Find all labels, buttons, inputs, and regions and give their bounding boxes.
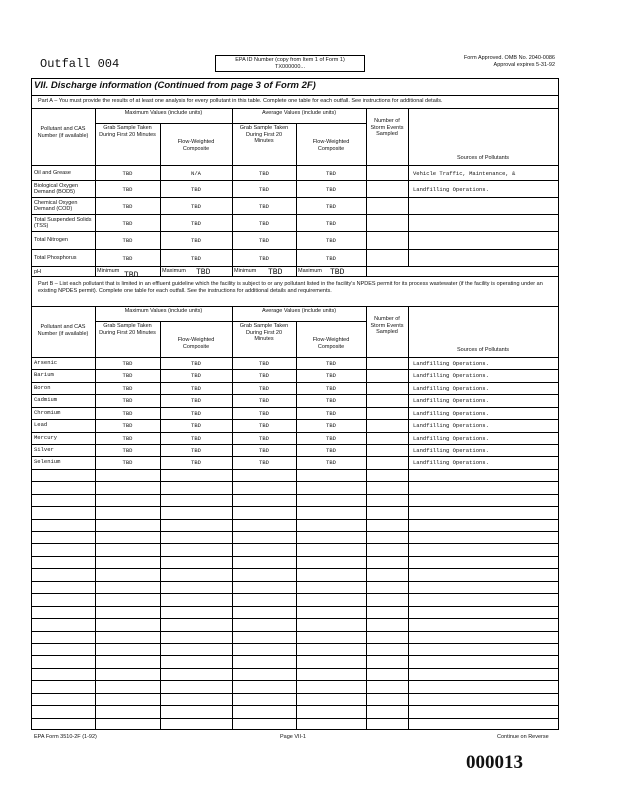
part-b-value-cell: TBD (259, 397, 269, 404)
part-b-row-rule (31, 718, 558, 719)
part-b-row-rule (31, 494, 558, 495)
part-a-max-values-header: Maximum Values (include units) (124, 110, 203, 116)
grid-vline (160, 214, 161, 231)
grid-vline (160, 197, 161, 214)
part-b-source-text: Landfilling Operations. (413, 447, 489, 454)
grid-vline (232, 180, 233, 197)
outfall-label: Outfall 004 (40, 57, 120, 71)
section-title: VII. Discharge information (Continued from page 3 of Form 2F) (34, 80, 316, 91)
part-b-row-rule (31, 581, 558, 582)
part-b-pollutant-name: Barium (34, 371, 54, 378)
part-b-row-rule (31, 444, 558, 445)
part-a-value-cell: TBD (326, 237, 336, 244)
approval-expires-text: Approval expires 5-31-92 (493, 62, 555, 68)
part-b-row-rule (31, 519, 558, 520)
grid-vline (232, 231, 233, 249)
part-b-row-rule (31, 606, 558, 607)
part-b-row-rule (31, 693, 558, 694)
part-a-pollutant-name: Chemical Oxygen Demand (COD) (34, 199, 78, 212)
part-a-avg-values-header: Average Values (include units) (261, 110, 337, 116)
part-b-value-cell: TBD (191, 422, 201, 429)
part-a-pollutant-name: Total Phosphorus (34, 254, 77, 261)
part-a-value-cell: TBD (191, 254, 201, 262)
part-a-sources-header: Sources of Pollutants (457, 155, 509, 161)
part-b-value-cell: TBD (326, 397, 336, 404)
part-a-number-header: Number of Storm Events Sampled (370, 118, 404, 137)
part-b-instructions: Part B – List each pollutant that is limited in an effluent guideline which the facility is subject to or any pollutant listed in the facility's NPDES permit for its process wastewater (if the facility is operating under an existing NPDES permit). Complete one table for each outfall. See the instructions for additional details and requirements. (38, 281, 543, 294)
part-b-value-cell: TBD (326, 447, 336, 454)
part-a-value-cell: TBD (326, 202, 336, 210)
part-a-value-cell: TBD (122, 237, 133, 244)
grid-vline (366, 108, 367, 165)
part-b-value-cell: TBD (122, 410, 133, 417)
part-b-source-text: Landfilling Operations. (413, 459, 489, 466)
part-b-row-rule (31, 369, 558, 370)
part-b-pollutant-name: Boron (34, 384, 51, 391)
grid-vline (296, 266, 297, 276)
part-b-row-rule (31, 456, 558, 457)
part-b-pollutant-name: Selenium (34, 458, 61, 465)
part-a-pollutant-header: Pollutant and CAS Number (if available) (37, 126, 89, 139)
part-b-row-rule (31, 668, 558, 669)
section-title-rule (31, 95, 558, 96)
ph-max-value-2: TBD (330, 268, 345, 277)
part-b-value-cell: TBD (191, 372, 201, 379)
part-b-column-rule (296, 357, 297, 730)
grid-hline (31, 306, 558, 307)
part-a-pollutant-name: Oil and Grease (34, 169, 71, 176)
part-b-value-cell: TBD (122, 397, 133, 404)
part-b-source-text: Landfilling Operations. (413, 360, 489, 367)
part-b-value-cell: TBD (259, 385, 269, 392)
ph-max-label-1: Maximum (162, 268, 186, 274)
grid-vline (160, 231, 161, 249)
grid-vline (95, 180, 96, 197)
page-number: Page VII-1 (280, 734, 306, 740)
part-a-instructions: Part A – You must provide the results of at least one analysis for every pollutant in this table. Complete one table for each outfall. See instructions for additional details. (38, 98, 443, 104)
part-b-value-cell: TBD (259, 372, 269, 379)
part-a-value-cell: TBD (122, 202, 133, 210)
part-b-value-cell: TBD (326, 422, 336, 429)
part-b-row-rule (31, 481, 558, 482)
part-b-value-cell: TBD (326, 435, 336, 442)
grid-vline (408, 165, 409, 180)
part-b-column-rule (232, 357, 233, 730)
grid-vline (95, 197, 96, 214)
ph-min-value-2: TBD (268, 268, 283, 277)
ph-row-rule (31, 276, 558, 277)
part-a-value-cell: TBD (259, 169, 269, 177)
grid-vline (160, 123, 161, 165)
grid-vline (296, 180, 297, 197)
part-a-value-cell: TBD (326, 169, 336, 177)
grid-vline (95, 108, 96, 165)
part-a-max-flow-header: Flow-Weighted Composite (177, 139, 215, 152)
part-b-pollutant-name: Silver (34, 446, 54, 453)
part-a-pollutant-name: Total Suspended Solids (TSS) (34, 216, 92, 229)
grid-vline (408, 231, 409, 249)
part-b-row-rule (31, 469, 558, 470)
part-b-value-cell: TBD (191, 385, 201, 392)
part-b-row-rule (31, 419, 558, 420)
grid-vline (408, 180, 409, 197)
part-b-source-text: Landfilling Operations. (413, 372, 489, 379)
part-b-pollutant-name: Chromium (34, 409, 61, 416)
part-b-column-rule (366, 357, 367, 730)
part-b-row-rule (31, 631, 558, 632)
grid-vline (366, 231, 367, 249)
part-b-value-cell: TBD (191, 447, 201, 454)
part-b-value-cell: TBD (326, 410, 336, 417)
form-number: EPA Form 3510-2F (1-92) (34, 734, 97, 740)
part-b-row-rule (31, 655, 558, 656)
part-b-pollutant-name: Mercury (34, 434, 58, 441)
part-b-value-cell: TBD (259, 360, 269, 367)
part-b-source-text: Landfilling Operations. (413, 385, 489, 392)
part-a-value-cell: TBD (122, 254, 133, 262)
grid-vline (232, 214, 233, 231)
ph-label: pH (34, 269, 42, 275)
part-a-value-cell: TBD (326, 185, 336, 193)
part-a-value-cell: N/A (191, 169, 201, 177)
form-approved-text: Form Approved. OMB No. 2040-0086 (463, 55, 555, 61)
grid-hline (31, 165, 558, 166)
part-b-column-rule (408, 357, 409, 730)
part-a-value-cell: TBD (191, 237, 201, 244)
grid-hline (31, 357, 558, 358)
part-b-value-cell: TBD (122, 385, 133, 392)
grid-hline (95, 321, 366, 322)
part-b-value-cell: TBD (191, 360, 201, 367)
part-a-value-cell: TBD (122, 219, 133, 227)
continue-note: Continue on Reverse (497, 734, 549, 740)
part-a-value-cell: TBD (259, 237, 269, 244)
part-b-row-rule (31, 394, 558, 395)
epa-id-label: EPA ID Number (copy from Item 1 of Form 1) (235, 57, 345, 63)
part-b-source-text: Landfilling Operations. (413, 422, 489, 429)
part-b-row-rule (31, 556, 558, 557)
grid-vline (366, 249, 367, 266)
grid-vline (296, 123, 297, 165)
grid-vline (296, 214, 297, 231)
part-b-row-rule (31, 643, 558, 644)
part-b-source-text: Landfilling Operations. (413, 397, 489, 404)
part-a-value-cell: TBD (191, 202, 201, 210)
grid-vline (296, 321, 297, 357)
part-b-value-cell: TBD (259, 447, 269, 454)
grid-hline (31, 108, 558, 109)
epa-id-value: TX000000... (275, 64, 305, 70)
part-b-value-cell: TBD (191, 410, 201, 417)
part-b-avg-flow-header: Flow-Weighted Composite (312, 337, 350, 350)
part-a-value-cell: TBD (259, 219, 269, 227)
bates-number: 000013 (466, 752, 523, 773)
part-b-row-rule (31, 506, 558, 507)
part-b-value-cell: TBD (326, 372, 336, 379)
part-a-value-cell: TBD (122, 185, 133, 193)
grid-vline (95, 249, 96, 266)
grid-vline (232, 108, 233, 165)
part-b-value-cell: TBD (191, 435, 201, 442)
part-a-source-text: Landfilling Operations. (413, 185, 489, 193)
part-b-pollutant-header: Pollutant and CAS Number (if available) (37, 324, 89, 337)
part-b-pollutant-name: Lead (34, 421, 48, 428)
grid-vline (232, 266, 233, 276)
grid-vline (95, 266, 96, 276)
grid-vline (160, 180, 161, 197)
grid-hline (95, 123, 366, 124)
part-b-value-cell: TBD (122, 360, 133, 367)
ph-max-label-2: Maximum (298, 268, 322, 274)
part-a-value-cell: TBD (259, 185, 269, 193)
part-b-max-grab-header: Grab Sample Taken During First 20 Minutes (99, 323, 156, 336)
part-a-pollutant-name: Biological Oxygen Demand (BOD5) (34, 182, 79, 195)
part-b-value-cell: TBD (122, 447, 133, 454)
ph-min-value-1: TBD (124, 271, 139, 280)
part-a-value-cell: TBD (259, 254, 269, 262)
part-b-row-rule (31, 705, 558, 706)
part-a-row-rule (31, 180, 558, 181)
part-a-row-rule (31, 197, 558, 198)
grid-vline (366, 165, 367, 180)
part-b-avg-grab-header: Grab Sample Taken During First 20 Minutes (239, 323, 289, 342)
part-b-row-rule (31, 680, 558, 681)
grid-vline (296, 197, 297, 214)
part-a-value-cell: TBD (326, 254, 336, 262)
part-b-value-cell: TBD (122, 435, 133, 442)
part-b-row-rule (31, 568, 558, 569)
grid-vline (95, 165, 96, 180)
grid-vline (408, 197, 409, 214)
ph-min-label-1: Minimum (97, 268, 120, 274)
grid-vline (232, 165, 233, 180)
grid-vline (366, 214, 367, 231)
grid-vline (296, 231, 297, 249)
grid-vline (366, 306, 367, 357)
part-b-row-rule (31, 531, 558, 532)
part-b-pollutant-name: Arsenic (34, 359, 58, 366)
part-b-value-cell: TBD (259, 435, 269, 442)
form-approval (395, 55, 555, 69)
part-b-value-cell: TBD (326, 385, 336, 392)
grid-vline (296, 249, 297, 266)
part-a-source-text: Vehicle Traffic, Maintenance, & (413, 169, 516, 177)
part-b-value-cell: TBD (259, 459, 269, 466)
part-b-row-rule (31, 593, 558, 594)
grid-vline (408, 214, 409, 231)
grid-vline (95, 214, 96, 231)
part-b-row-rule (31, 382, 558, 383)
part-b-value-cell: TBD (191, 397, 201, 404)
part-a-row-rule (31, 231, 558, 232)
part-b-value-cell: TBD (122, 372, 133, 379)
part-b-value-cell: TBD (259, 422, 269, 429)
grid-vline (160, 266, 161, 276)
ph-min-label-2: Minimum (234, 268, 257, 274)
grid-vline (160, 165, 161, 180)
part-b-row-rule (31, 543, 558, 544)
part-b-value-cell: TBD (122, 422, 133, 429)
part-b-column-rule (95, 357, 96, 730)
part-b-row-rule (31, 432, 558, 433)
part-a-value-cell: TBD (191, 219, 201, 227)
grid-vline (366, 197, 367, 214)
part-a-row-rule (31, 214, 558, 215)
part-b-max-flow-header: Flow-Weighted Composite (177, 337, 215, 350)
grid-vline (232, 249, 233, 266)
part-b-avg-values-header: Average Values (include units) (261, 308, 337, 314)
grid-vline (296, 165, 297, 180)
grid-vline (160, 249, 161, 266)
part-b-source-text: Landfilling Operations. (413, 410, 489, 417)
grid-vline (408, 249, 409, 266)
grid-vline (366, 266, 367, 276)
grid-vline (366, 180, 367, 197)
part-b-source-text: Landfilling Operations. (413, 435, 489, 442)
grid-vline (95, 231, 96, 249)
part-b-value-cell: TBD (259, 410, 269, 417)
part-b-value-cell: TBD (326, 459, 336, 466)
grid-vline (160, 321, 161, 357)
part-b-sources-header: Sources of Pollutants (457, 347, 509, 353)
part-b-row-rule (31, 618, 558, 619)
part-b-max-values-header: Maximum Values (include units) (124, 308, 203, 314)
part-b-pollutant-name: Cadmium (34, 396, 58, 403)
part-a-value-cell: TBD (191, 185, 201, 193)
part-a-avg-flow-header: Flow-Weighted Composite (312, 139, 350, 152)
part-a-value-cell: TBD (259, 202, 269, 210)
grid-vline (232, 197, 233, 214)
part-b-value-cell: TBD (326, 360, 336, 367)
epa-id-box (215, 55, 365, 72)
part-a-pollutant-name: Total Nitrogen (34, 237, 68, 243)
part-a-row-rule (31, 249, 558, 250)
part-a-max-grab-header: Grab Sample Taken During First 20 Minutes (99, 125, 156, 138)
part-a-value-cell: TBD (122, 169, 133, 177)
part-b-column-rule (160, 357, 161, 730)
part-b-number-header: Number of Storm Events Sampled (370, 316, 404, 335)
ph-max-value-1: TBD (196, 268, 211, 277)
part-a-value-cell: TBD (326, 219, 336, 227)
part-b-value-cell: TBD (191, 459, 201, 466)
part-b-value-cell: TBD (122, 459, 133, 466)
part-b-row-rule (31, 407, 558, 408)
part-a-avg-grab-header: Grab Sample Taken During First 20 Minutes (239, 125, 289, 144)
part-a-row-rule (31, 266, 558, 267)
